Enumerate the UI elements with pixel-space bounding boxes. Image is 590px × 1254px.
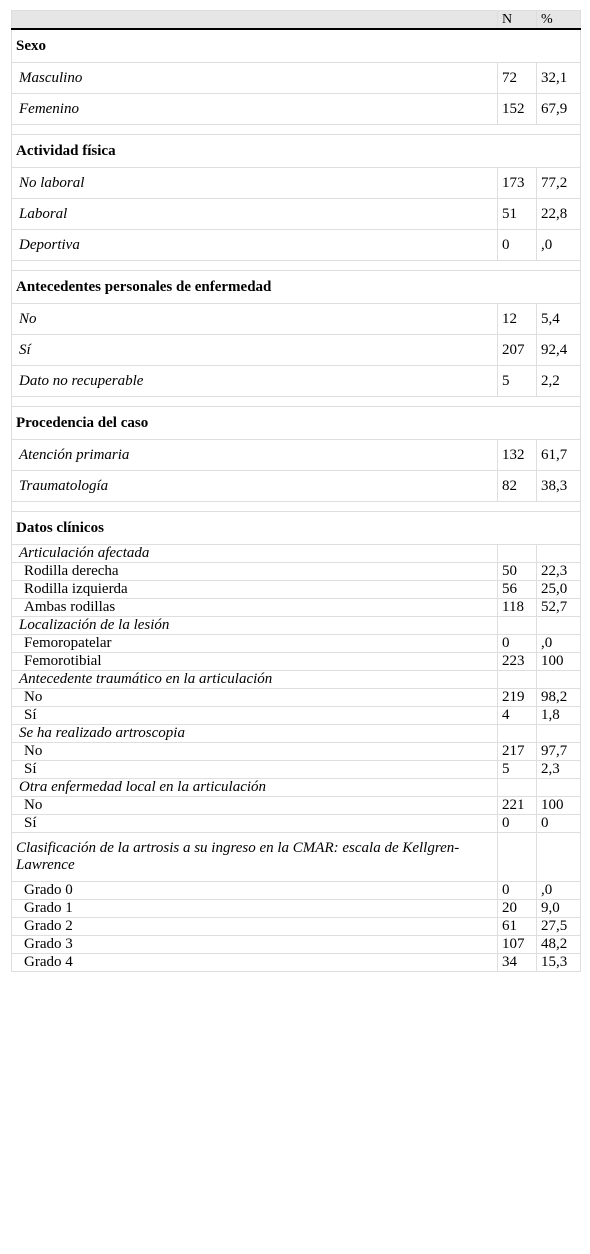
percent-value: 25,0 <box>537 581 581 599</box>
percent-value: 67,9 <box>537 94 581 125</box>
row-label: Rodilla derecha <box>12 563 498 581</box>
subsection-label: Otra enfermedad local en la articulación <box>12 779 498 797</box>
table-row <box>12 440 581 471</box>
percent-value: 1,8 <box>537 707 581 725</box>
n-value: 56 <box>498 581 537 599</box>
row-label: No <box>12 797 498 815</box>
table-row <box>12 918 581 936</box>
header-n-column: N <box>498 11 537 30</box>
subsection-row <box>12 833 581 882</box>
row-label: Femenino <box>12 94 498 125</box>
table-row <box>12 471 581 502</box>
table-row <box>12 366 581 397</box>
n-value <box>498 725 537 743</box>
percent-value: 38,3 <box>537 471 581 502</box>
table-row <box>12 94 581 125</box>
subsection-label: Se ha realizado artroscopia <box>12 725 498 743</box>
table-row <box>12 936 581 954</box>
percent-value: 0 <box>537 815 581 833</box>
n-value: 0 <box>498 815 537 833</box>
table-row <box>12 653 581 671</box>
row-label: Ambas rodillas <box>12 599 498 617</box>
row-label: Laboral <box>12 199 498 230</box>
table-row <box>12 63 581 94</box>
table-header-row <box>12 11 581 30</box>
percent-value <box>537 671 581 689</box>
row-label: Femorotibial <box>12 653 498 671</box>
table-row <box>12 230 581 261</box>
n-value: 82 <box>498 471 537 502</box>
percent-value <box>537 617 581 635</box>
n-value: 173 <box>498 168 537 199</box>
table-row <box>12 581 581 599</box>
table-row <box>12 743 581 761</box>
table-row <box>12 304 581 335</box>
n-value: 132 <box>498 440 537 471</box>
percent-value <box>537 779 581 797</box>
n-value <box>498 671 537 689</box>
subsection-label: Articulación afectada <box>12 545 498 563</box>
data-table <box>11 10 581 972</box>
n-value: 118 <box>498 599 537 617</box>
section-header-row <box>12 135 581 168</box>
spacer-cell <box>12 125 581 135</box>
table-row <box>12 761 581 779</box>
row-label: Sí <box>12 815 498 833</box>
table-row <box>12 707 581 725</box>
table-row <box>12 900 581 918</box>
table-row <box>12 954 581 972</box>
row-label: Atención primaria <box>12 440 498 471</box>
section-title: Antecedentes personales de enfermedad <box>12 271 581 304</box>
percent-value <box>537 833 581 882</box>
n-value: 61 <box>498 918 537 936</box>
row-label: Grado 0 <box>12 882 498 900</box>
row-label: Deportiva <box>12 230 498 261</box>
row-label: Masculino <box>12 63 498 94</box>
spacer-row <box>12 502 581 512</box>
spacer-row <box>12 261 581 271</box>
table-row <box>12 563 581 581</box>
percent-value: ,0 <box>537 635 581 653</box>
percent-value: 100 <box>537 797 581 815</box>
table-row <box>12 635 581 653</box>
table-row <box>12 199 581 230</box>
n-value <box>498 617 537 635</box>
row-label: Traumatología <box>12 471 498 502</box>
percent-value: 48,2 <box>537 936 581 954</box>
percent-value: 9,0 <box>537 900 581 918</box>
section-header-row <box>12 271 581 304</box>
percent-value: 97,7 <box>537 743 581 761</box>
subsection-row <box>12 545 581 563</box>
row-label: Sí <box>12 707 498 725</box>
header-percent-column: % <box>537 11 581 30</box>
subsection-row <box>12 779 581 797</box>
row-label: Dato no recuperable <box>12 366 498 397</box>
subsection-label: Clasificación de la artrosis a su ingreso en la CMAR: escala de Kellgren-Lawrence <box>12 833 498 882</box>
subsection-row <box>12 725 581 743</box>
n-value: 221 <box>498 797 537 815</box>
percent-value: 5,4 <box>537 304 581 335</box>
percent-value: 32,1 <box>537 63 581 94</box>
percent-value: ,0 <box>537 230 581 261</box>
percent-value: 22,8 <box>537 199 581 230</box>
table-row <box>12 689 581 707</box>
n-value: 0 <box>498 635 537 653</box>
n-value <box>498 779 537 797</box>
section-title: Procedencia del caso <box>12 407 581 440</box>
percent-value <box>537 545 581 563</box>
percent-value: 98,2 <box>537 689 581 707</box>
percent-value: ,0 <box>537 882 581 900</box>
spacer-row <box>12 125 581 135</box>
n-value: 219 <box>498 689 537 707</box>
row-label: Sí <box>12 761 498 779</box>
spacer-cell <box>12 261 581 271</box>
spacer-cell <box>12 397 581 407</box>
section-header-row <box>12 407 581 440</box>
table-row <box>12 599 581 617</box>
table-row <box>12 882 581 900</box>
n-value: 0 <box>498 230 537 261</box>
n-value <box>498 545 537 563</box>
section-title: Datos clínicos <box>12 512 581 545</box>
n-value: 12 <box>498 304 537 335</box>
table-row <box>12 335 581 366</box>
n-value <box>498 833 537 882</box>
section-header-row <box>12 29 581 63</box>
n-value: 207 <box>498 335 537 366</box>
n-value: 72 <box>498 63 537 94</box>
spacer-cell <box>12 502 581 512</box>
percent-value: 22,3 <box>537 563 581 581</box>
spacer-row <box>12 397 581 407</box>
table-row <box>12 797 581 815</box>
percent-value: 2,2 <box>537 366 581 397</box>
n-value: 34 <box>498 954 537 972</box>
percent-value: 92,4 <box>537 335 581 366</box>
n-value: 152 <box>498 94 537 125</box>
row-label: Grado 1 <box>12 900 498 918</box>
n-value: 20 <box>498 900 537 918</box>
subsection-label: Antecedente traumático en la articulación <box>12 671 498 689</box>
n-value: 107 <box>498 936 537 954</box>
section-title: Sexo <box>12 29 581 63</box>
n-value: 4 <box>498 707 537 725</box>
row-label: No <box>12 689 498 707</box>
n-value: 0 <box>498 882 537 900</box>
row-label: No <box>12 743 498 761</box>
percent-value: 2,3 <box>537 761 581 779</box>
row-label: Grado 3 <box>12 936 498 954</box>
percent-value: 77,2 <box>537 168 581 199</box>
row-label: Rodilla izquierda <box>12 581 498 599</box>
percent-value: 61,7 <box>537 440 581 471</box>
n-value: 5 <box>498 366 537 397</box>
percent-value: 100 <box>537 653 581 671</box>
header-label-column <box>12 11 498 30</box>
table-body <box>12 29 581 972</box>
subsection-label: Localización de la lesión <box>12 617 498 635</box>
percent-value: 52,7 <box>537 599 581 617</box>
percent-value <box>537 725 581 743</box>
n-value: 50 <box>498 563 537 581</box>
percent-value: 15,3 <box>537 954 581 972</box>
row-label: Sí <box>12 335 498 366</box>
n-value: 5 <box>498 761 537 779</box>
row-label: Grado 4 <box>12 954 498 972</box>
n-value: 223 <box>498 653 537 671</box>
n-value: 51 <box>498 199 537 230</box>
row-label: Femoropatelar <box>12 635 498 653</box>
row-label: Grado 2 <box>12 918 498 936</box>
n-value: 217 <box>498 743 537 761</box>
percent-value: 27,5 <box>537 918 581 936</box>
table-row <box>12 815 581 833</box>
subsection-row <box>12 617 581 635</box>
section-title: Actividad física <box>12 135 581 168</box>
row-label: No <box>12 304 498 335</box>
table-row <box>12 168 581 199</box>
section-header-row <box>12 512 581 545</box>
row-label: No laboral <box>12 168 498 199</box>
subsection-row <box>12 671 581 689</box>
